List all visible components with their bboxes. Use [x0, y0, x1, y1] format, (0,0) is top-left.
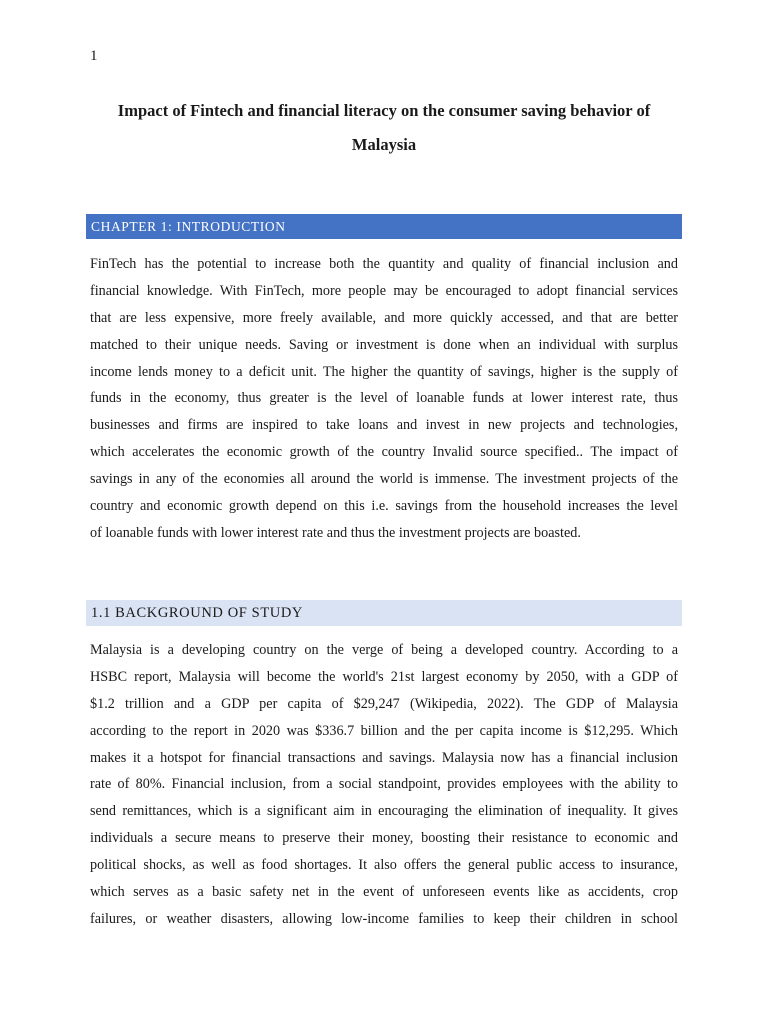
paragraph-line: failures, or weather disasters, allowing low-income families to keep their children in school	[90, 910, 678, 927]
introduction-paragraph	[90, 251, 678, 547]
paragraph-line: that are less expensive, more freely available, and more quickly accessed, and that are better	[90, 309, 678, 326]
paragraph-line: country and economic growth depend on this i.e. savings from the household increases the level	[90, 498, 678, 515]
paragraph-line: according to the report in 2020 was $336.7 billion and the per capita income is $12,295. Which	[90, 722, 678, 739]
paragraph-line: funds in the economy, thus greater is the level of loanable funds at lower interest rate, thus	[90, 390, 678, 407]
paragraph-line: Malaysia is a developing country on the verge of being a developed country. According to a	[90, 642, 678, 658]
page-number: 1	[90, 48, 98, 64]
paragraph-line: income lends money to a deficit unit. The higher the quantity of savings, higher is the supply of	[90, 363, 678, 380]
paragraph-line: political shocks, as well as food shortages. It also offers the general public access to insurance,	[90, 857, 678, 874]
paragraph-line: makes it a hotspot for financial transactions and savings. Malaysia now has a financial inclusion	[90, 749, 678, 766]
paragraph-line: businesses and firms are inspired to take loans and invest in new projects and technologies,	[90, 417, 678, 434]
paragraph-line: financial knowledge. With FinTech, more people may be encouraged to adopt financial services	[90, 282, 678, 299]
chapter-heading: CHAPTER 1: INTRODUCTION	[86, 214, 682, 239]
document-title: Impact of Fintech and financial literacy on the consumer saving behavior of Malaysia	[117, 101, 651, 154]
paragraph-line: individuals a secure means to preserve their money, boosting their resistance to economic and	[90, 830, 678, 847]
paragraph-line: rate of 80%. Financial inclusion, from a social standpoint, provides employees with the ability to	[90, 776, 678, 793]
paragraph-line: of loanable funds with lower interest rate and thus the investment projects are boasted.	[90, 524, 581, 541]
paragraph-line: matched to their unique needs. Saving or investment is done when an individual with surplus	[90, 336, 678, 353]
paragraph-line: savings in any of the economies all around the world is immense. The investment projects of the	[90, 471, 678, 488]
paragraph-line: send remittances, which is a significant aim in encouraging the elimination of inequality. It gives	[90, 803, 678, 820]
paragraph-line: $1.2 trillion and a GDP per capita of $29,247 (Wikipedia, 2022). The GDP of Malaysia	[90, 695, 678, 712]
paragraph-line: which accelerates the economic growth of the country Invalid source specified.. The impact of	[90, 444, 678, 461]
paragraph-line: HSBC report, Malaysia will become the world's 21st largest economy by 2050, with a GDP of	[90, 668, 678, 685]
paragraph-line: which serves as a basic safety net in the event of unforeseen events like as accidents, crop	[90, 884, 678, 901]
section-heading: 1.1 BACKGROUND OF STUDY	[86, 600, 682, 626]
background-paragraph	[90, 637, 678, 933]
paragraph-line: FinTech has the potential to increase both the quantity and quality of financial inclusion and	[90, 256, 678, 272]
